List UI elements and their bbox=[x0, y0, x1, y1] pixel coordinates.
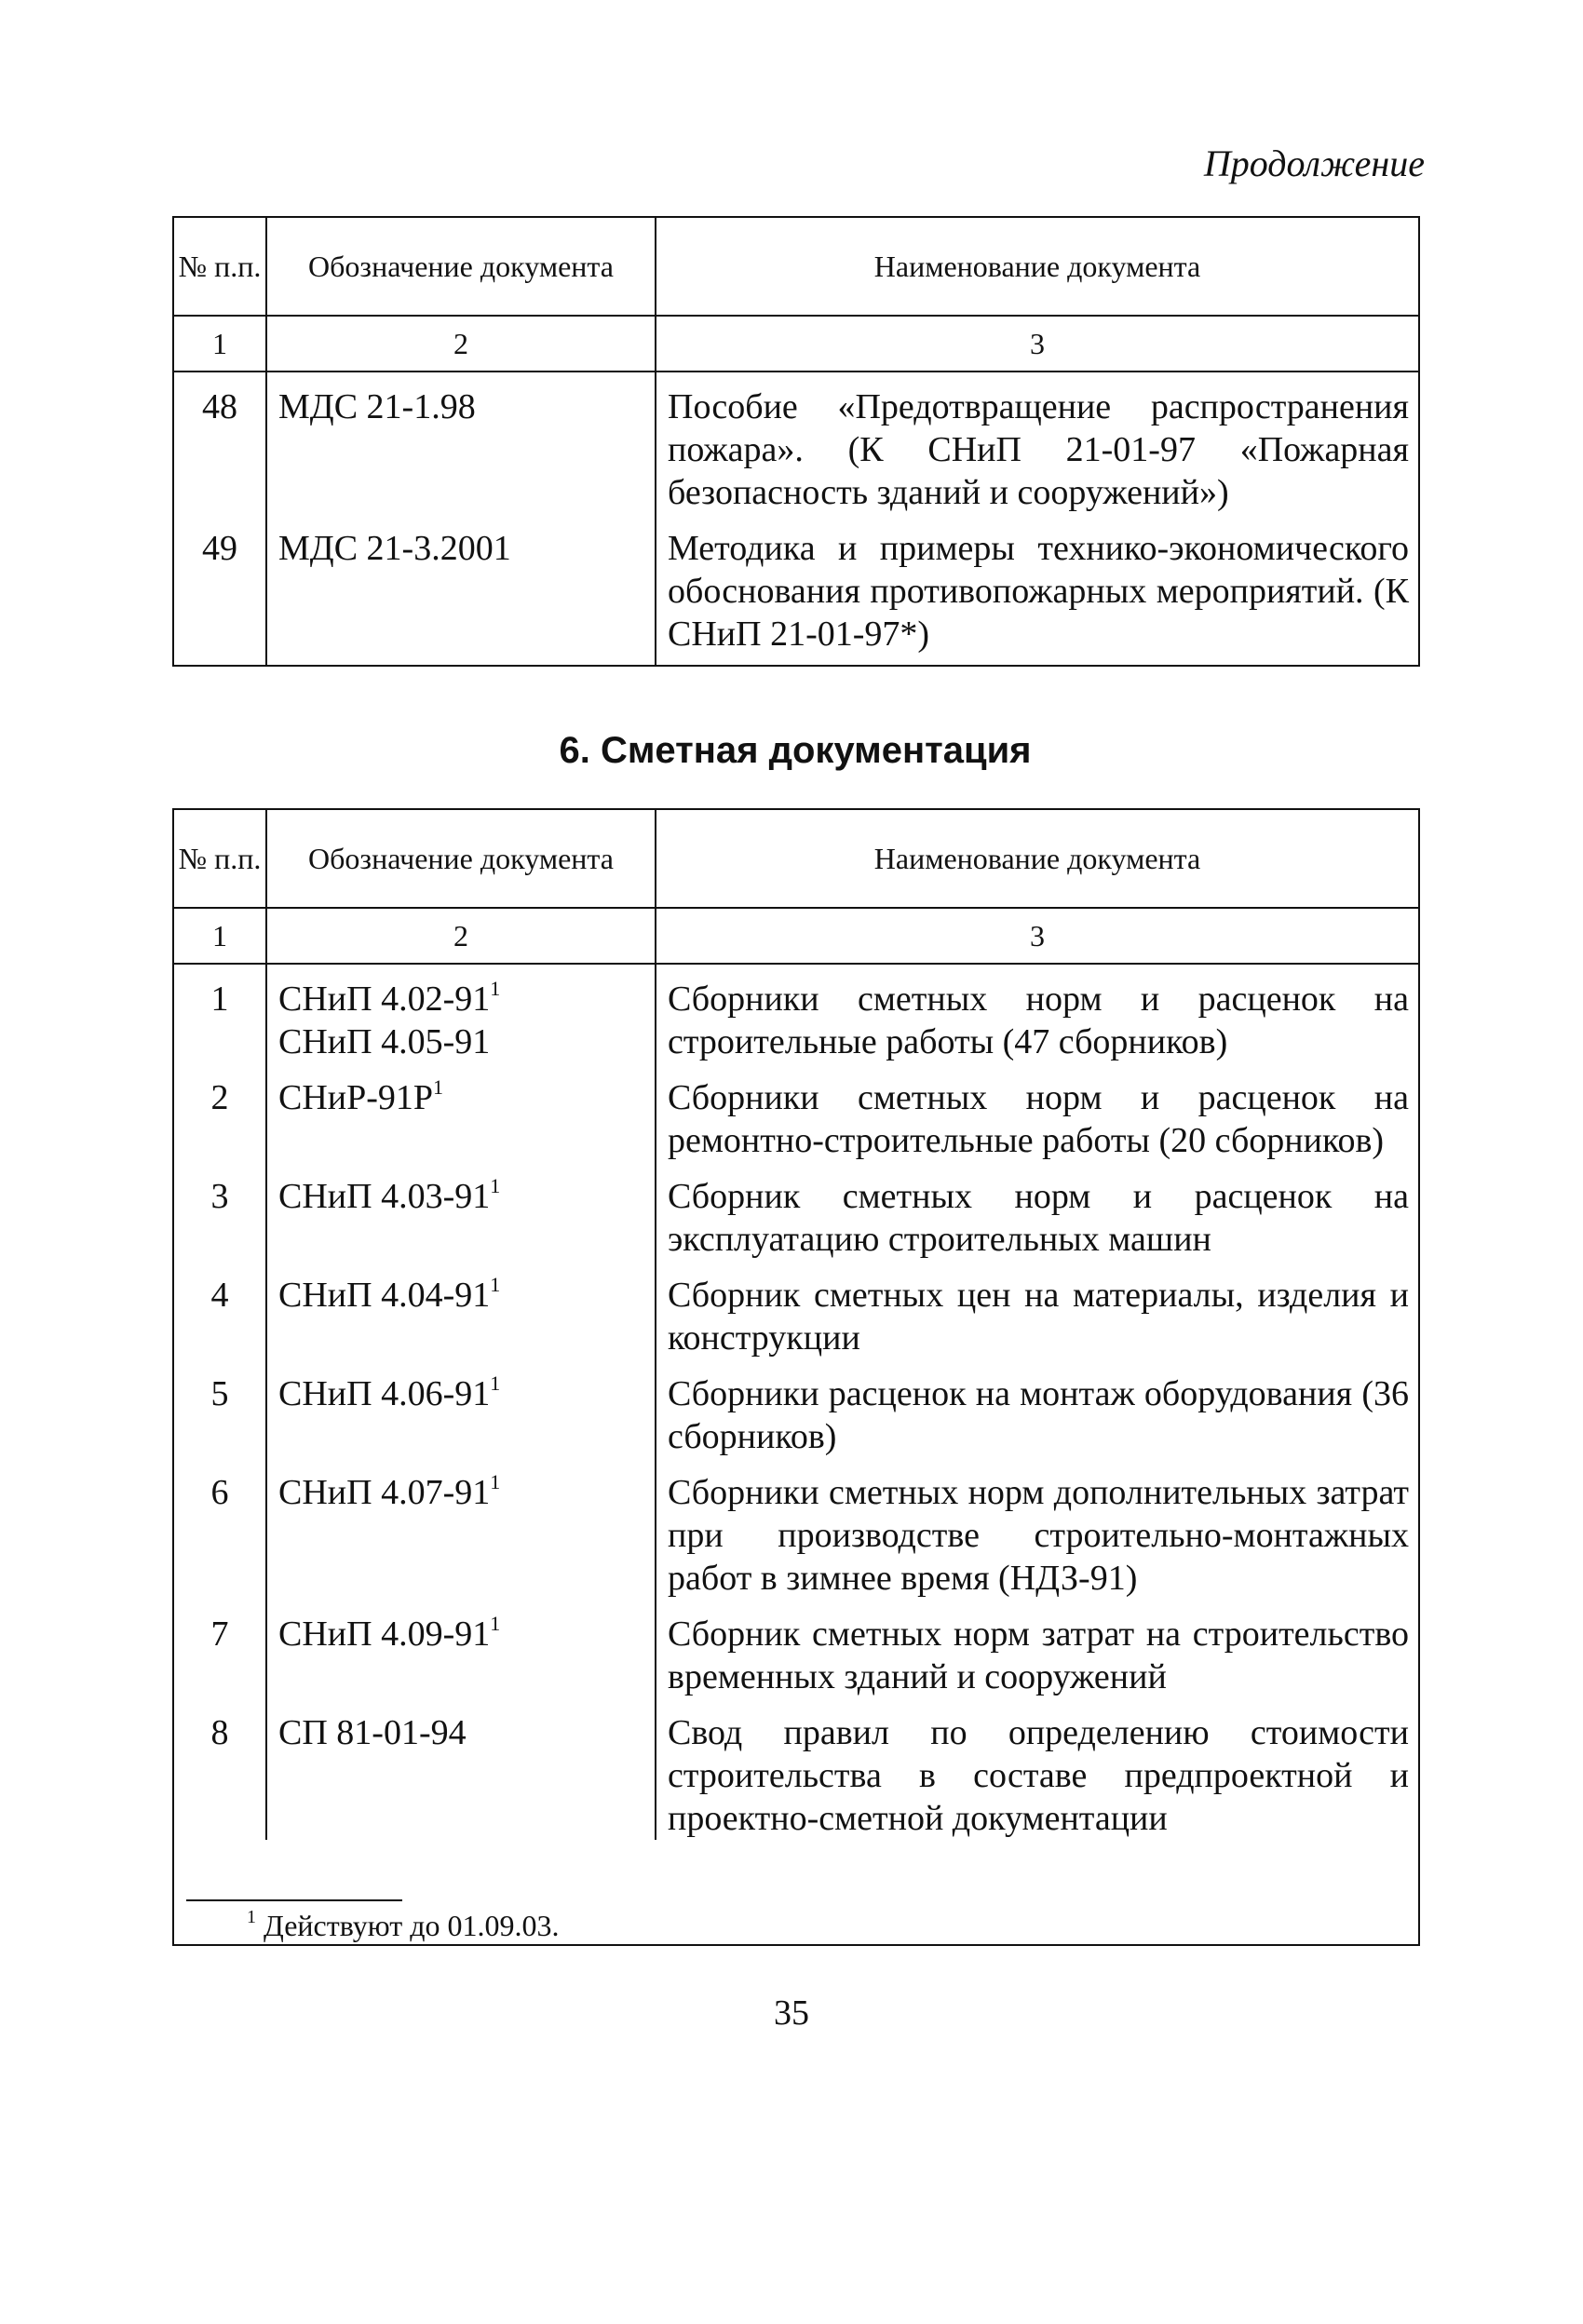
row-document-name: Свод правил по определению стоимости строительства в составе предпроектной и проектно-сметной документации bbox=[656, 1698, 1419, 1840]
table-column-numbers-row bbox=[173, 316, 1419, 372]
documents-table-fire-safety bbox=[172, 216, 1420, 667]
row-number: 3 bbox=[173, 1162, 266, 1261]
row-number: 1 bbox=[173, 964, 266, 1063]
row-number: 8 bbox=[173, 1698, 266, 1840]
row-number: 49 bbox=[173, 514, 266, 666]
header-number: № п.п. bbox=[173, 809, 266, 908]
row-designation bbox=[266, 1458, 656, 1600]
table-row bbox=[173, 1063, 1419, 1162]
designation-code: СНиП 4.09-91 bbox=[278, 1615, 491, 1654]
row-number: 48 bbox=[173, 372, 266, 514]
table-row bbox=[173, 1261, 1419, 1359]
designation-code: СНиП 4.02-91 bbox=[278, 980, 491, 1019]
designation-code: СНиП 4.07-91 bbox=[278, 1473, 491, 1512]
column-number-1: 1 bbox=[173, 316, 266, 372]
row-document-name: Методика и примеры технико-экономического обоснования противопожарных мероприятий. (К СНиП 21-01-97*) bbox=[656, 514, 1419, 666]
documents-table-cost-estimates bbox=[172, 808, 1420, 1946]
table-row bbox=[173, 1698, 1419, 1840]
continuation-label: Продолжение bbox=[1203, 142, 1425, 184]
table-row bbox=[173, 1162, 1419, 1261]
row-designation bbox=[266, 1359, 656, 1458]
row-number: 2 bbox=[173, 1063, 266, 1162]
table-column-numbers-row bbox=[173, 908, 1419, 964]
column-number-2: 2 bbox=[266, 316, 656, 372]
footnote-marker: 1 bbox=[490, 1470, 501, 1493]
table-row bbox=[173, 1600, 1419, 1698]
section-title: 6. Сметная документация bbox=[559, 730, 1032, 771]
column-number-1: 1 bbox=[173, 908, 266, 964]
footnote-marker: 1 bbox=[490, 1174, 501, 1197]
header-designation: Обозначение документа bbox=[266, 809, 656, 908]
table-row bbox=[173, 1359, 1419, 1458]
column-number-3: 3 bbox=[656, 908, 1419, 964]
header-number: № п.п. bbox=[173, 217, 266, 316]
row-document-name: Сборник сметных норм затрат на строительство временных зданий и сооружений bbox=[656, 1600, 1419, 1698]
footnote-marker: 1 bbox=[490, 1612, 501, 1635]
page-number: 35 bbox=[774, 1993, 809, 2033]
row-number: 5 bbox=[173, 1359, 266, 1458]
footnote-marker: 1 bbox=[490, 1371, 501, 1395]
row-designation: МДС 21-3.2001 bbox=[266, 514, 656, 666]
row-designation: МДС 21-1.98 bbox=[266, 372, 656, 514]
table-row bbox=[173, 1458, 1419, 1600]
row-designation bbox=[266, 1063, 656, 1162]
row-number: 6 bbox=[173, 1458, 266, 1600]
row-document-name: Сборники сметных норм дополнительных затрат при производстве строительно-монтажных работ в зимнее время (НДЗ-91) bbox=[656, 1458, 1419, 1600]
footnote-text: Действуют до 01.09.03. bbox=[264, 1909, 560, 1942]
designation-code: СНиР-91Р bbox=[278, 1078, 434, 1117]
row-document-name: Сборник сметных норм и расценок на эксплуатацию строительных машин bbox=[656, 1162, 1419, 1261]
header-document-name: Наименование документа bbox=[656, 217, 1419, 316]
column-number-3: 3 bbox=[656, 316, 1419, 372]
row-designation bbox=[266, 1162, 656, 1261]
row-number: 7 bbox=[173, 1600, 266, 1698]
designation-line bbox=[278, 978, 655, 1020]
footnote-marker: 1 bbox=[490, 977, 501, 1000]
row-document-name: Сборник сметных цен на материалы, изделия и конструкции bbox=[656, 1261, 1419, 1359]
row-document-name: Пособие «Предотвращение распространения пожара». (К СНиП 21-01-97 «Пожарная безопасность зданий и сооружений») bbox=[656, 372, 1419, 514]
row-designation: СП 81-01-94 bbox=[266, 1698, 656, 1840]
column-number-2: 2 bbox=[266, 908, 656, 964]
footnote-marker: 1 bbox=[490, 1273, 501, 1296]
row-designation bbox=[266, 964, 656, 1063]
designation-line-2: СНиП 4.05-91 bbox=[278, 1022, 491, 1061]
designation-code: СНиП 4.04-91 bbox=[278, 1276, 491, 1315]
footnote-marker: 1 bbox=[433, 1075, 444, 1099]
designation-code: СНиП 4.06-91 bbox=[278, 1374, 491, 1413]
footnote bbox=[247, 1907, 560, 1944]
table-header-row bbox=[173, 809, 1419, 908]
row-document-name: Сборники сметных норм и расценок на ремонтно-строительные работы (20 сборников) bbox=[656, 1063, 1419, 1162]
footnote-marker: 1 bbox=[247, 1907, 256, 1927]
table-row bbox=[173, 372, 1419, 514]
header-designation: Обозначение документа bbox=[266, 217, 656, 316]
row-designation bbox=[266, 1261, 656, 1359]
table-row bbox=[173, 964, 1419, 1063]
designation-code: СНиП 4.03-91 bbox=[278, 1177, 491, 1216]
row-document-name: Сборники расценок на монтаж оборудования (36 сборников) bbox=[656, 1359, 1419, 1458]
footnote-divider bbox=[186, 1899, 402, 1901]
row-number: 4 bbox=[173, 1261, 266, 1359]
table-header-row bbox=[173, 217, 1419, 316]
header-document-name: Наименование документа bbox=[656, 809, 1419, 908]
table-row bbox=[173, 514, 1419, 666]
row-designation bbox=[266, 1600, 656, 1698]
row-document-name: Сборники сметных норм и расценок на строительные работы (47 сборников) bbox=[656, 964, 1419, 1063]
